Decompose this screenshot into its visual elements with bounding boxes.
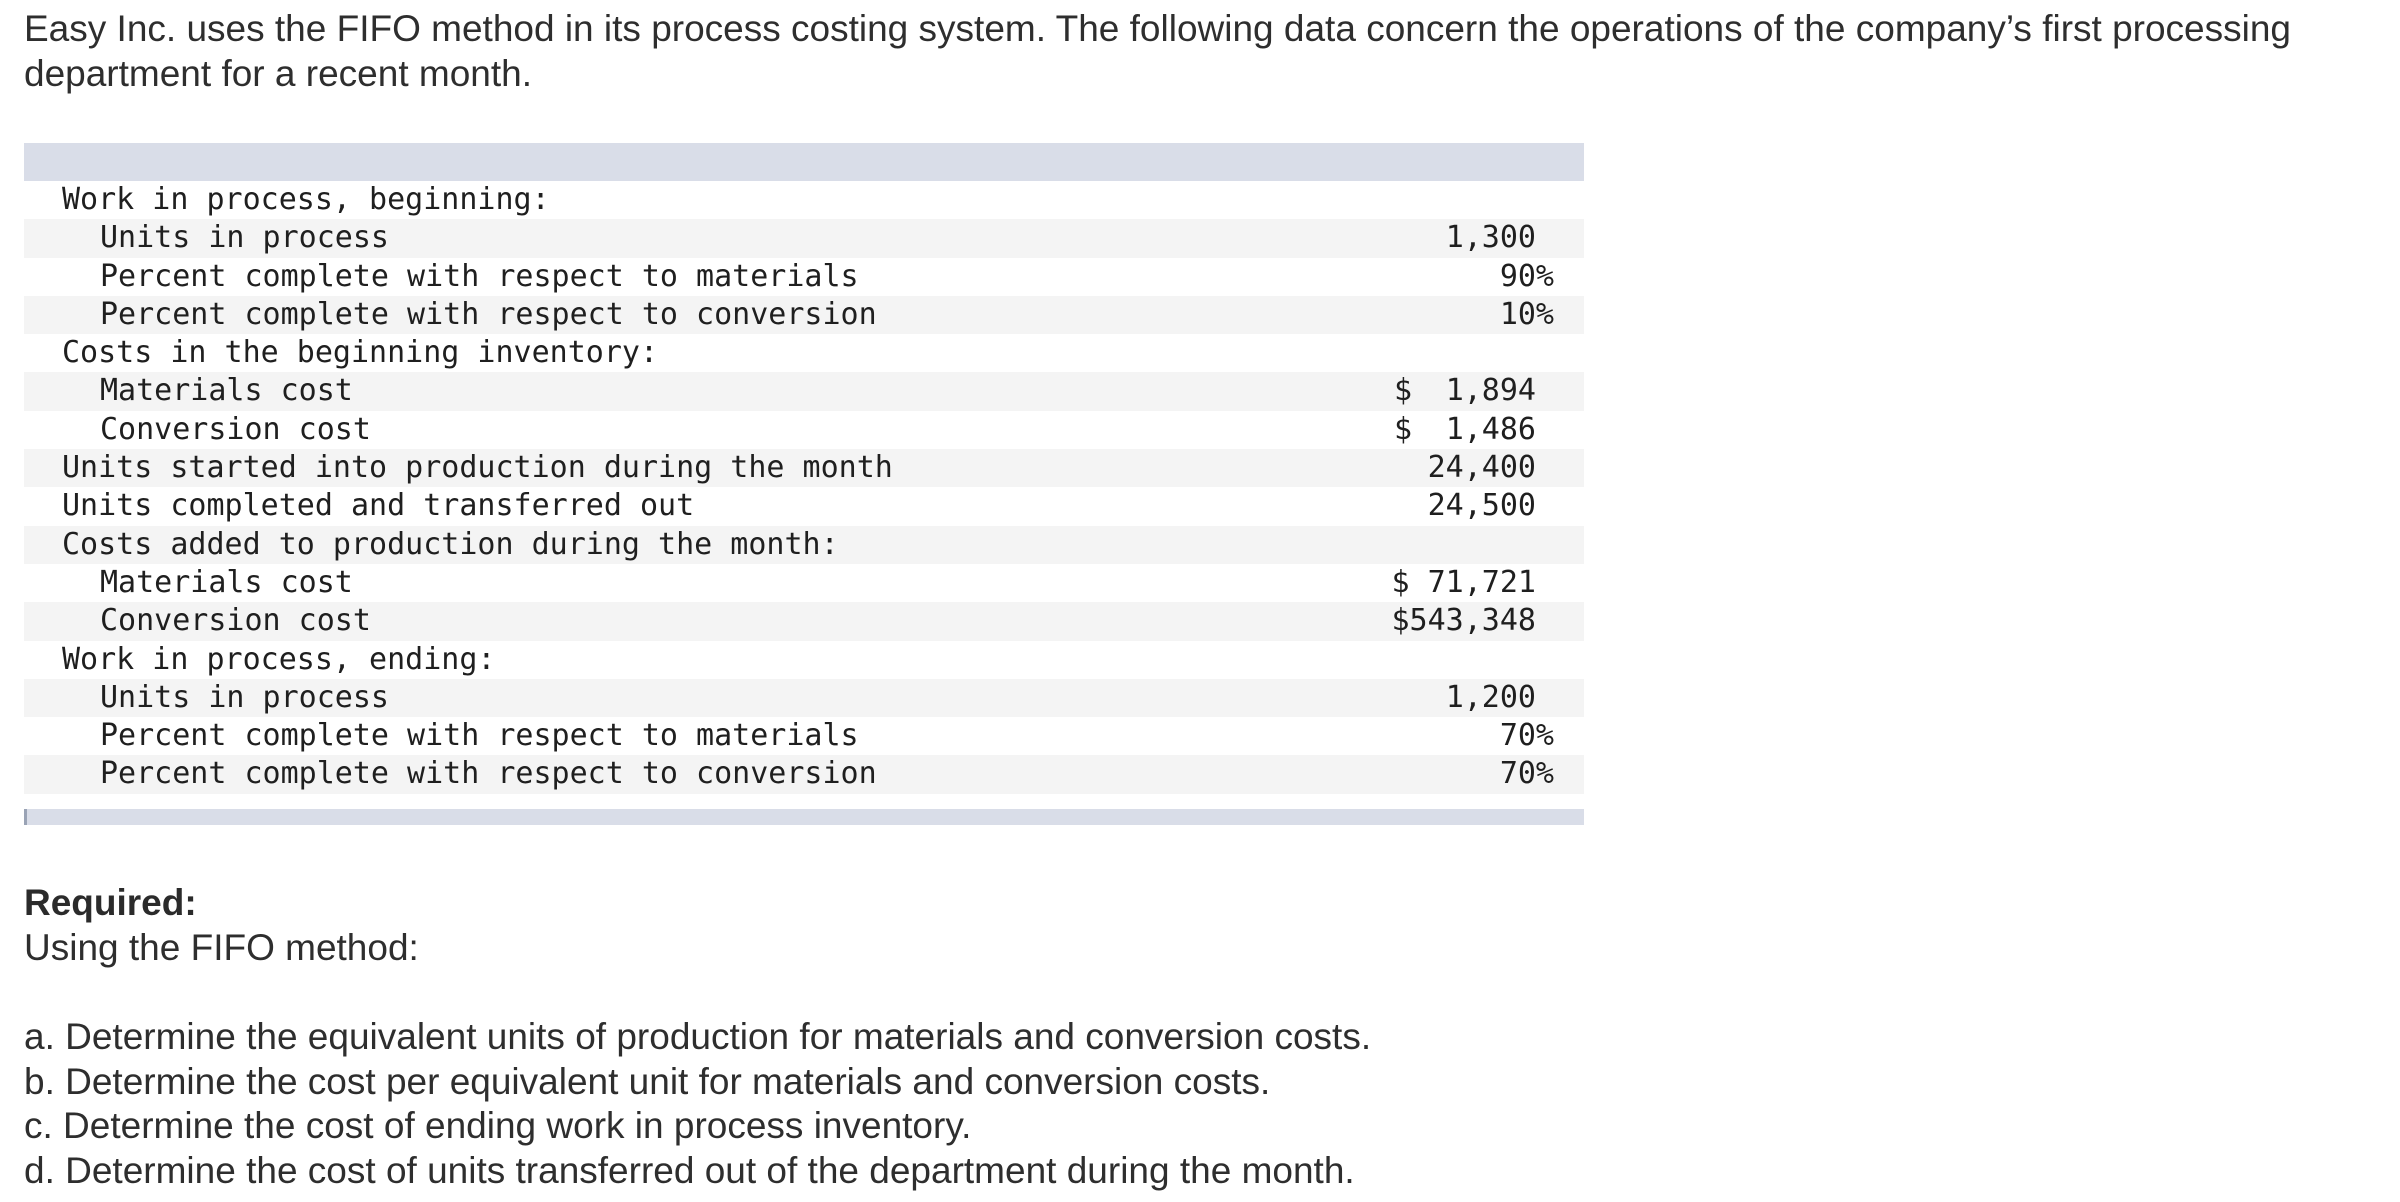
row-label: Materials cost [100, 564, 353, 600]
table-row [24, 641, 1584, 679]
row-label: Materials cost [100, 373, 353, 409]
table-row [24, 487, 1584, 525]
table-row [24, 602, 1584, 640]
table-row [24, 411, 1584, 449]
row-label: Units in process [100, 220, 389, 256]
row-label: Units in process [100, 679, 389, 715]
row-value: 70% [1499, 756, 1554, 792]
row-label: Costs in the beginning inventory: [62, 335, 659, 371]
required-subtitle: Using the FIFO method: [24, 927, 419, 968]
table-row [24, 334, 1584, 372]
row-value: $543,348 [1391, 603, 1536, 639]
table-row [24, 449, 1584, 487]
dollar-sign: $ [1394, 373, 1413, 409]
data-table [24, 143, 1584, 794]
row-label: Costs added to production during the month: [62, 526, 839, 562]
row-value: 90% [1499, 258, 1554, 294]
requirement-item: b. Determine the cost per equivalent unit for materials and conversion costs. [24, 1060, 1271, 1102]
table-row [24, 181, 1584, 219]
row-value: 1,200 [1445, 679, 1536, 715]
requirements-list [24, 1015, 1371, 1193]
required-heading: Required: [24, 882, 197, 923]
problem-intro: Easy Inc. uses the FIFO method in its process costing system. The following data concern the operations of the company’s first processing department for a recent month. [24, 8, 2292, 94]
row-label: Percent complete with respect to conversion [100, 756, 877, 792]
table-row [24, 296, 1584, 334]
row-value: 24,500 [1427, 488, 1536, 524]
row-label: Percent complete with respect to conversion [100, 296, 877, 332]
table-header-bar [24, 143, 1584, 181]
row-value: 1,300 [1445, 220, 1536, 256]
table-row [24, 219, 1584, 257]
row-label: Work in process, ending: [62, 641, 496, 677]
requirement-item: c. Determine the cost of ending work in process inventory. [24, 1105, 972, 1146]
dollar-sign: $ [1394, 411, 1413, 447]
table-row [24, 258, 1584, 296]
row-value: 1,486 [1445, 411, 1536, 447]
table-rows [24, 181, 1584, 794]
row-value: 1,894 [1445, 373, 1536, 409]
requirement-item: a. Determine the equivalent units of production for materials and conversion costs. [24, 1016, 1372, 1057]
requirement-item: d. Determine the cost of units transferred out of the department during the month. [24, 1149, 1355, 1191]
table-row [24, 717, 1584, 755]
table-row [24, 372, 1584, 410]
table-row [24, 755, 1584, 793]
row-value: $ 71,721 [1391, 564, 1536, 600]
row-label: Units started into production during the month [62, 450, 893, 486]
row-label: Percent complete with respect to materials [100, 718, 859, 754]
table-row [24, 564, 1584, 602]
row-label: Units completed and transferred out [62, 488, 695, 524]
row-label: Work in process, beginning: [62, 182, 550, 217]
table-footer-bar [24, 809, 1584, 825]
row-value: 70% [1499, 718, 1554, 754]
row-label: Percent complete with respect to materials [100, 258, 859, 294]
row-value: 24,400 [1427, 450, 1536, 486]
row-value: 10% [1499, 296, 1554, 332]
table-row [24, 526, 1584, 564]
table-row [24, 679, 1584, 717]
row-label: Conversion cost [100, 603, 371, 639]
row-label: Conversion cost [100, 411, 371, 447]
